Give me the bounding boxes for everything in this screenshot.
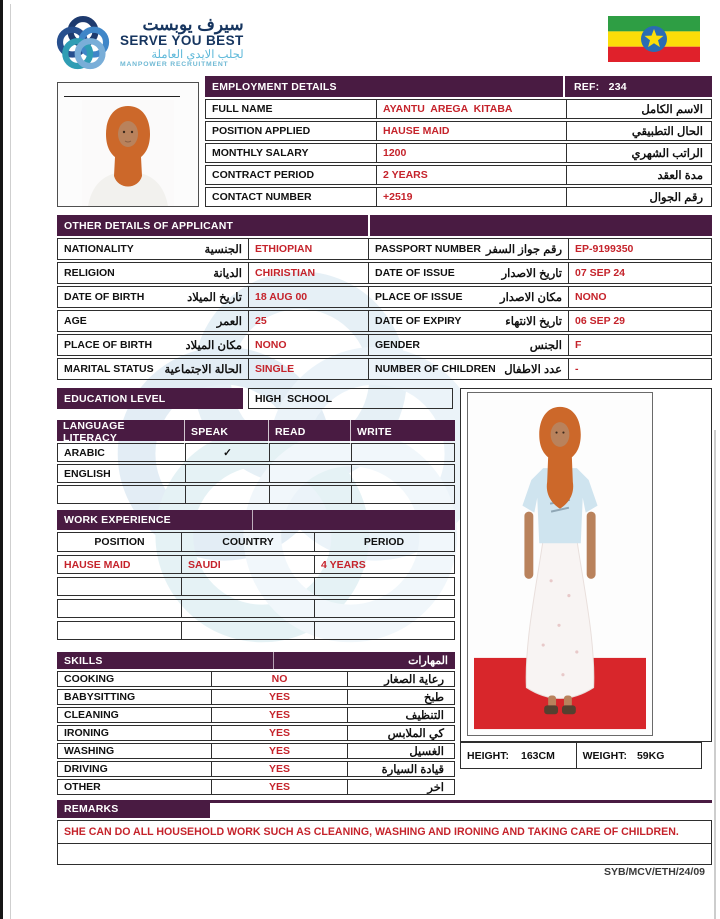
skill-label: WASHING [64,745,115,757]
skill-label-arabic: التنظيف [347,708,450,722]
field-label-arabic: مكان الميلاد [185,340,242,352]
detail-row [57,262,712,284]
column-header: COUNTRY [181,533,314,551]
scan-edge-right [714,430,716,919]
other-details-title: OTHER DETAILS OF APPLICANT [64,219,234,232]
skill-label-arabic: الغسيل [347,744,450,758]
employment-details-title: EMPLOYMENT DETAILS [212,80,337,93]
brand-tagline: MANPOWER RECRUITMENT [120,61,229,69]
field-value: AYANTU AREGA KITABA [376,100,566,118]
skill-value: YES [211,762,347,776]
detail-label-pair [58,263,248,283]
ref-number: REF: 234 [574,80,627,93]
education-level-label: EDUCATION LEVEL [64,392,166,405]
education-level-header [57,388,243,409]
remarks-title: REMARKS [64,803,119,815]
language-name: ARABIC [64,446,105,459]
field-value: F [568,335,709,355]
read-check [269,486,351,503]
detail-row [57,334,712,356]
detail-label-pair [368,263,568,283]
detail-label-pair [368,239,568,259]
field-label-arabic: الجنس [529,340,562,352]
speak-check [185,465,269,482]
experience-row [57,555,455,574]
weight-cell [576,742,702,769]
header-divider [563,76,565,97]
field-value: 07 SEP 24 [568,263,709,283]
employment-details-header [205,76,712,97]
write-check [351,486,456,503]
detail-row [57,358,712,380]
field-label-arabic: عدد الاطفال [504,364,562,376]
skill-label: CLEANING [64,709,119,721]
remarks-box [57,820,712,865]
field-value: SINGLE [248,359,368,379]
brand-header [52,12,244,74]
field-value: HAUSE MAID [376,122,566,140]
field-value: NONO [248,335,368,355]
field-label: GENDER [375,339,420,351]
experience-position [58,600,181,617]
skill-value: YES [211,780,347,794]
portrait-photo-frame [57,82,199,207]
detail-label-pair [368,335,568,355]
contract-period-row [205,165,712,185]
remarks-header [57,800,210,818]
skill-label-arabic: طبخ [347,690,450,704]
skill-label: DRIVING [64,763,108,775]
header-divider [368,215,370,236]
column-header: READ [268,420,350,444]
field-label: MARITAL STATUS [64,363,154,375]
skills-title-arabic: المهارات [408,655,448,667]
skill-label: BABYSITTING [64,691,136,703]
brand-name-arabic: سيرف يوبست [142,15,244,34]
field-value: 25 [248,311,368,331]
skill-row [57,725,455,741]
field-label: NUMBER OF CHILDREN [375,363,496,375]
experience-row [57,621,455,640]
other-details-header [57,215,712,236]
experience-period: 4 YEARS [314,556,453,573]
full-name-row [205,99,712,119]
experience-position: HAUSE MAID [64,558,131,571]
experience-country [181,600,314,617]
applicant-portrait-photo [82,100,174,206]
contact-number-row [205,187,712,207]
language-row [57,485,455,504]
header-divider [252,510,253,530]
column-header: WRITE [350,420,455,444]
skill-row [57,689,455,705]
weight-value: 59KG [636,749,665,762]
field-label-arabic: الراتب الشهري [566,144,709,162]
field-label: PASSPORT NUMBER [375,243,481,255]
brand-logo-icon [52,12,114,74]
field-label: MONTHLY SALARY [212,147,309,159]
experience-row [57,599,455,618]
ethiopia-flag-icon [608,16,700,62]
language-row [57,443,455,462]
height-value: 163CM [521,749,555,762]
brand-tagline-arabic: لجلب الايدي العاملة [151,49,244,62]
language-name: ENGLISH [64,467,111,480]
experience-period [314,600,453,617]
experience-country [181,622,314,639]
field-label-arabic: تاريخ الميلاد [187,292,242,304]
detail-row [57,286,712,308]
field-label-arabic: مدة العقد [566,166,709,184]
skill-label: OTHER [64,781,101,793]
skill-row [57,743,455,759]
skill-value: YES [211,708,347,722]
detail-label-pair [58,287,248,307]
field-label-arabic: رقم الجوال [566,188,709,206]
skills-section [57,652,455,797]
field-label: RELIGION [64,267,115,279]
experience-country: SAUDI [181,556,314,573]
field-label-arabic: الحال التطبيقي [566,122,709,140]
field-label: DATE OF BIRTH [64,291,145,303]
skill-label-arabic: اخر [347,780,450,794]
detail-label-pair [368,359,568,379]
fullbody-photo-frame [460,388,712,742]
field-value: 2 YEARS [376,166,566,184]
field-label-arabic: الاسم الكامل [566,100,709,118]
field-label: CONTACT NUMBER [212,191,312,203]
language-literacy-header [57,420,455,444]
weight-label: WEIGHT: [582,749,627,762]
experience-row [57,577,455,596]
field-value: 1200 [376,144,566,162]
field-value: +2519 [376,188,566,206]
detail-label-pair [58,239,248,259]
speak-check: ✓ [185,444,269,461]
field-label: CONTRACT PERIOD [212,169,315,181]
field-value: - [568,359,709,379]
field-value: ETHIOPIAN [248,239,368,259]
remarks-text: SHE CAN DO ALL HOUSEHOLD WORK SUCH AS CLEANING, WASHING AND IRONING AND TAKING CARE OF CHILDREN. [58,821,711,844]
detail-row [57,310,712,332]
language-row [57,464,455,483]
applicant-fullbody-photo [468,393,652,735]
field-value: NONO [568,287,709,307]
field-label-arabic: الديانة [213,268,242,280]
field-label: AGE [64,315,87,327]
skill-label-arabic: رعاية الصغار [347,672,450,686]
work-experience-header [57,510,455,530]
skill-row [57,761,455,777]
column-header: PERIOD [314,533,453,551]
height-cell [460,742,577,769]
skill-row [57,707,455,723]
fullbody-photo-box [467,392,653,736]
photo-frame-line [64,96,180,97]
field-label: NATIONALITY [64,243,134,255]
field-label-arabic: مكان الاصدار [500,292,562,304]
field-label: POSITION APPLIED [212,125,311,137]
physical-stats-row [460,742,702,769]
monthly-salary-row [205,143,712,163]
detail-label-pair [58,359,248,379]
field-value: CHIRISTIAN [248,263,368,283]
detail-label-pair [368,287,568,307]
field-label-arabic: تاريخ الاصدار [501,268,562,280]
read-check [269,444,351,461]
skills-title: SKILLS [64,654,103,667]
brand-name: SERVE YOU BEST [120,32,244,48]
field-label-arabic: رقم جواز السفر [485,244,562,256]
skill-label-arabic: كي الملابس [347,726,450,740]
skill-value: NO [211,672,347,686]
employment-details-section [205,76,712,209]
column-header: LANGUAGE LITERACY [63,420,125,444]
field-value: 18 AUG 00 [248,287,368,307]
column-header: POSITION [94,536,145,548]
experience-period [314,622,453,639]
field-label-arabic: تاريخ الانتهاء [505,316,562,328]
other-details-section [57,215,712,382]
field-label-arabic: العمر [216,316,242,328]
skill-label: COOKING [64,673,115,685]
write-check [351,465,456,482]
speak-check [185,486,269,503]
detail-label-pair [368,311,568,331]
header-divider [273,652,274,669]
work-experience-columns [57,532,455,552]
remarks-header-line [210,800,712,803]
field-value: 06 SEP 29 [568,311,709,331]
remarks-empty-row [58,844,711,863]
work-experience-section [57,510,455,642]
field-label: PLACE OF BIRTH [64,339,153,351]
experience-position [58,578,181,595]
field-label: PLACE OF ISSUE [375,291,463,303]
skills-header [57,652,455,669]
field-label-arabic: الجنسية [204,244,242,256]
work-experience-title: WORK EXPERIENCE [64,514,171,526]
height-label: HEIGHT: [467,749,509,762]
position-applied-row [205,121,712,141]
field-label: FULL NAME [212,103,273,115]
language-name [58,486,185,503]
skill-value: YES [211,690,347,704]
detail-row [57,238,712,260]
page-edge-line [10,4,11,919]
language-literacy-section [57,420,455,506]
write-check [351,444,456,461]
skill-row [57,671,455,687]
education-level-value: HIGH SCHOOL [248,388,453,409]
skill-value: YES [211,744,347,758]
detail-label-pair [58,311,248,331]
field-label-arabic: الحالة الاجتماعية [164,364,242,376]
skill-label: IRONING [64,727,109,739]
field-label: DATE OF ISSUE [375,267,455,279]
skill-value: YES [211,726,347,740]
read-check [269,465,351,482]
scan-edge-left [0,0,3,919]
column-header: SPEAK [184,420,268,444]
field-value: EP-9199350 [568,239,709,259]
experience-position [58,622,181,639]
experience-period [314,578,453,595]
document-code: SYB/MCV/ETH/24/09 [604,866,705,878]
detail-label-pair [58,335,248,355]
experience-country [181,578,314,595]
skill-row [57,779,455,795]
field-label: DATE OF EXPIRY [375,315,462,327]
skill-label-arabic: قيادة السيارة [347,762,450,776]
